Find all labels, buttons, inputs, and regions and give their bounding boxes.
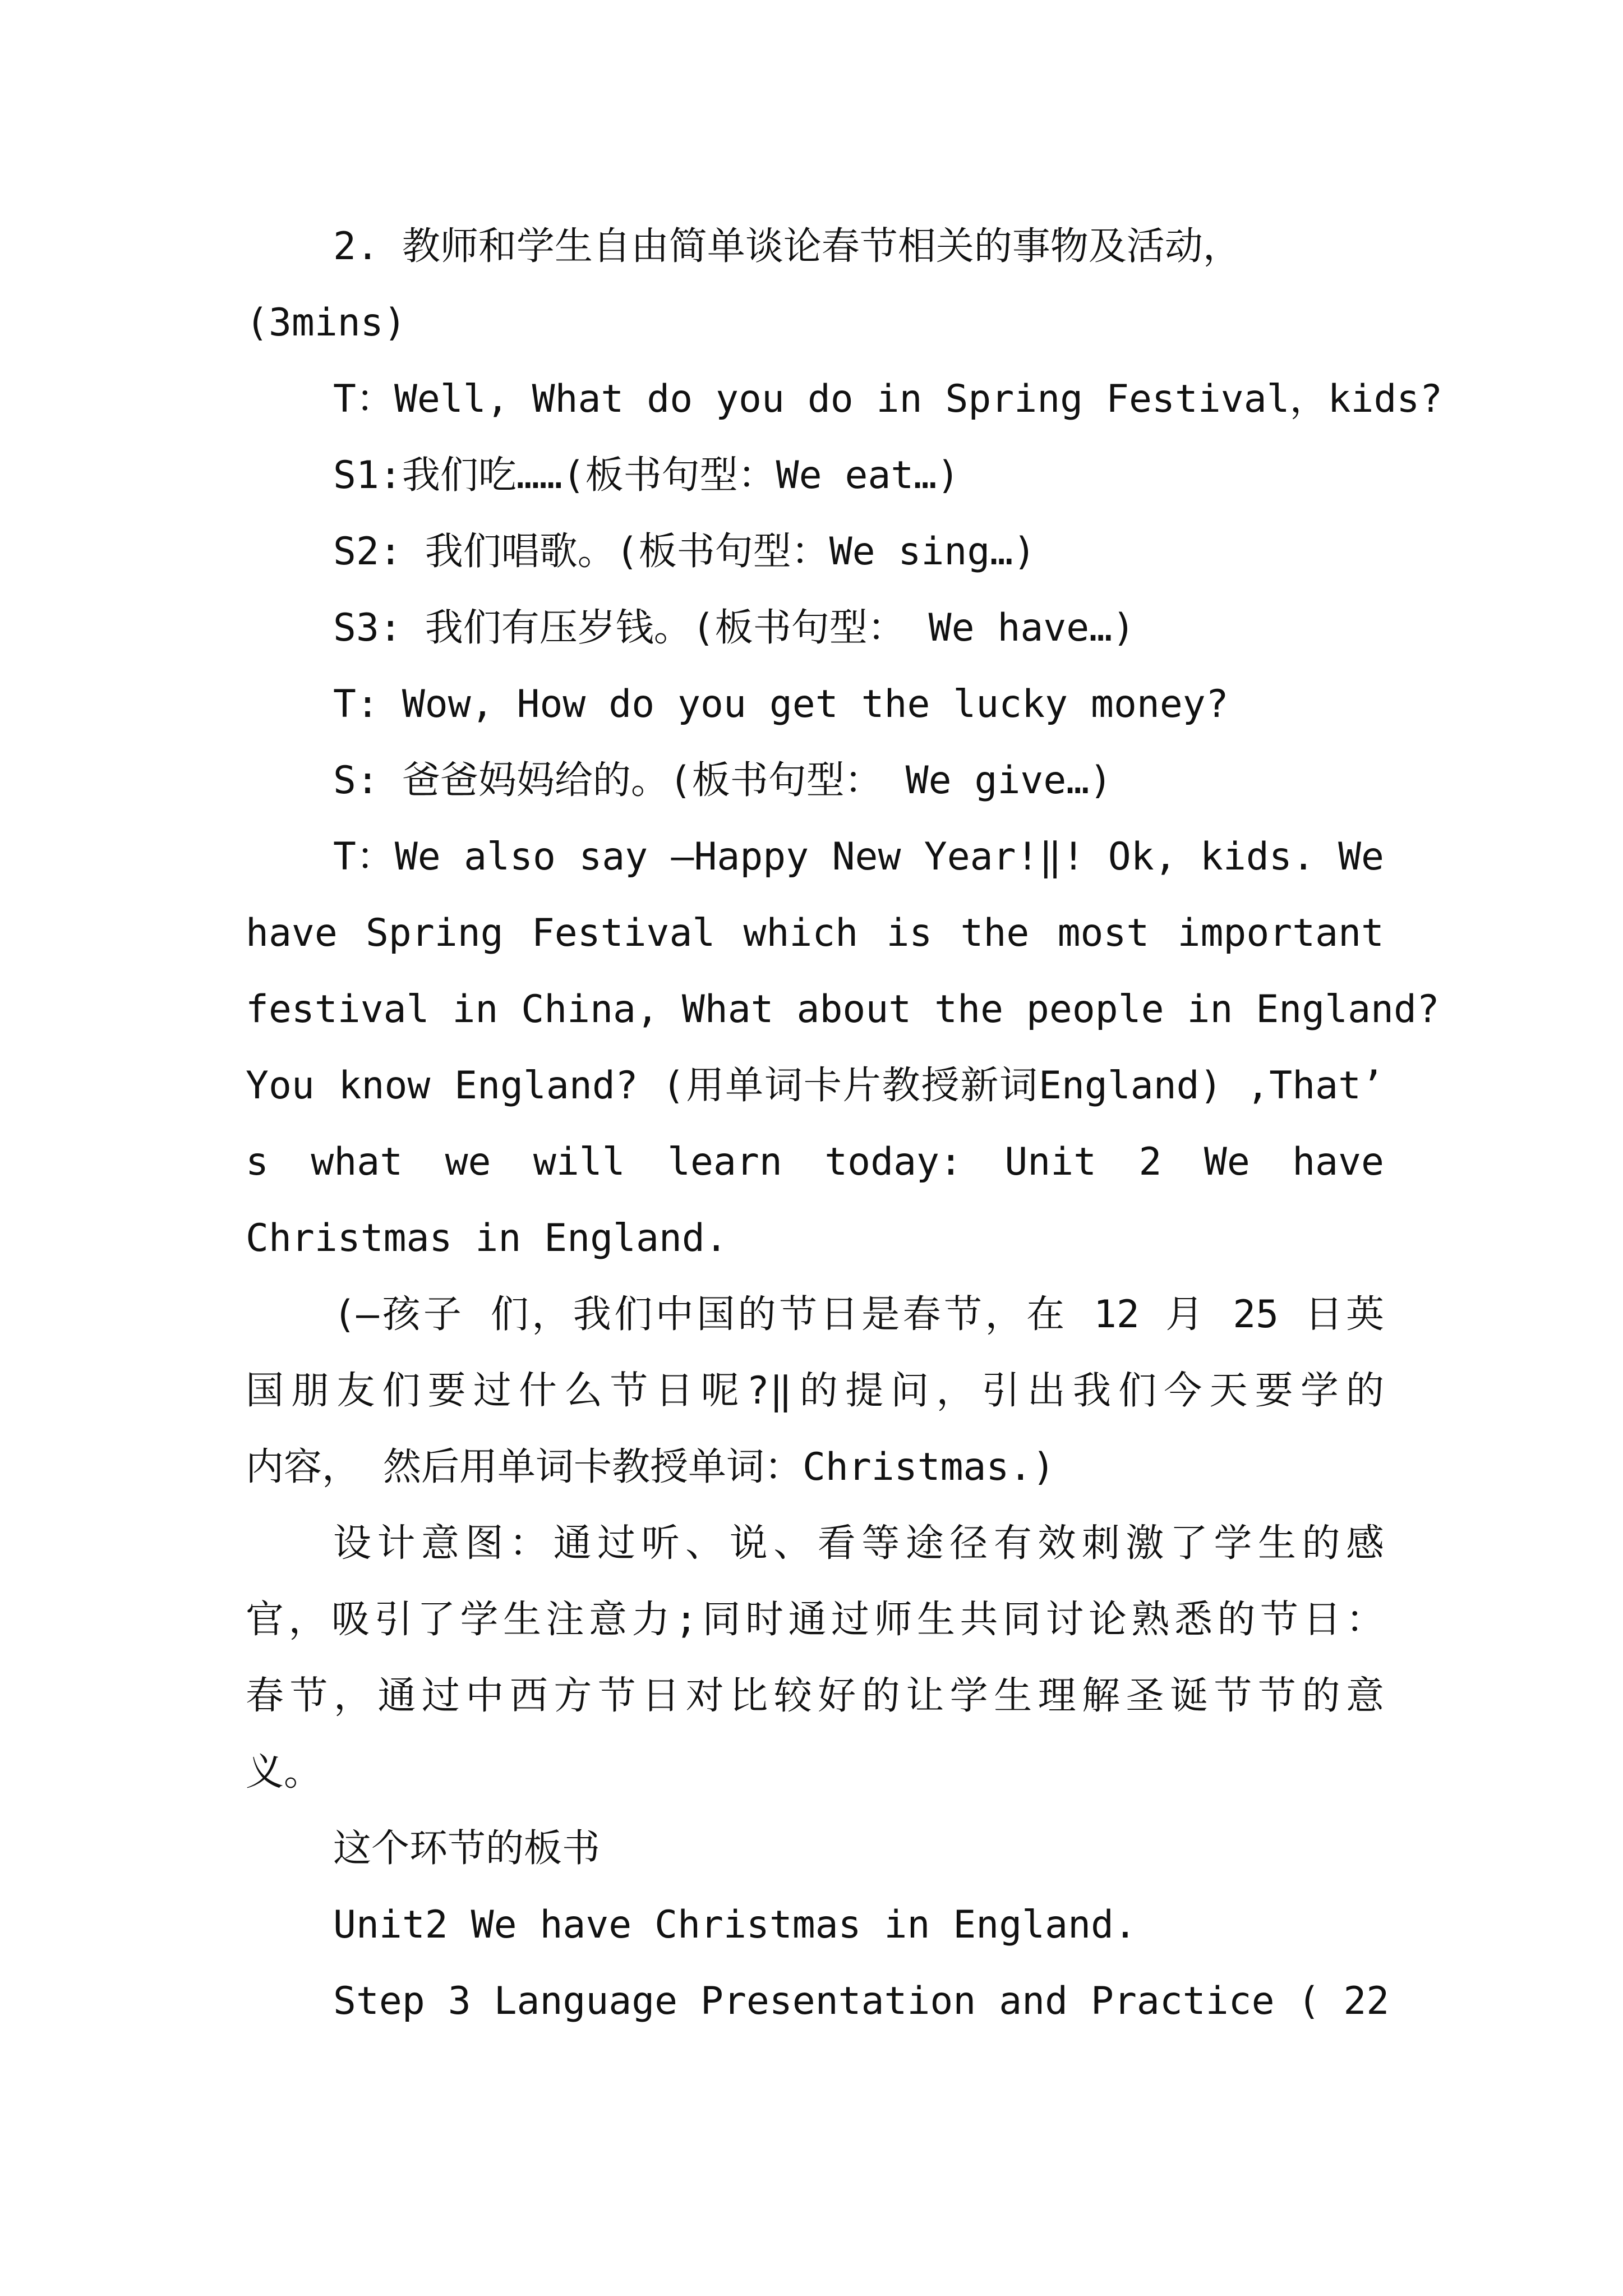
note-paragraph-line-2: 国朋友们要过什么节日呢?‖的提问，引出我们今天要学的 <box>246 1369 1384 1413</box>
teacher-paragraph-line-3: festival in China, What about the people in England? <box>246 987 1440 1032</box>
teacher-paragraph-line-2: have Spring Festival which is the most important <box>246 911 1384 955</box>
step-3-heading: Step 3 Language Presentation and Practice ( 22 <box>333 1979 1390 2023</box>
design-intent-line-4: 义。 <box>246 1750 322 1795</box>
design-intent-line-1: 设计意图：通过听、说、看等途径有效刺激了学生的感 <box>333 1521 1384 1566</box>
dialogue-student-1: S1:我们吃……(板书句型：We eat…) <box>333 453 960 498</box>
dialogue-student-2: S2: 我们唱歌。(板书句型：We sing…) <box>333 530 1036 574</box>
note-paragraph-line-3: 内容， 然后用单词卡教授单词：Christmas.) <box>246 1445 1055 1489</box>
design-intent-line-3: 春节，通过中西方节日对比较好的让学生理解圣诞节节的意 <box>246 1674 1384 1718</box>
activity-duration: (3mins) <box>246 301 407 345</box>
dialogue-student-answer: S: 爸爸妈妈给的。(板书句型： We give…) <box>333 758 1113 803</box>
note-paragraph-line-1: (―孩子 们，我们中国的节日是春节，在 12 月 25 日英 <box>333 1292 1384 1337</box>
blackboard-content: Unit2 We have Christmas in England. <box>333 1903 1137 1947</box>
teacher-paragraph-line-5: s what we will learn today: Unit 2 We have <box>246 1140 1384 1184</box>
teacher-paragraph-line-6: Christmas in England. <box>246 1216 728 1260</box>
dialogue-teacher-lucky-money: T: Wow, How do you get the lucky money? <box>333 682 1229 726</box>
blackboard-heading: 这个环节的板书 <box>333 1826 601 1871</box>
design-intent-line-2: 官，吸引了学生注意力;同时通过师生共同讨论熟悉的节日： <box>246 1598 1384 1642</box>
document-page <box>246 209 1443 2040</box>
dialogue-student-3: S3: 我们有压岁钱。(板书句型： We have…) <box>333 606 1136 650</box>
dialogue-teacher-question: T：Well, What do you do in Spring Festival，kids? <box>333 377 1443 421</box>
teacher-paragraph-line-4: You know England? (用单词卡片教授新词England) ,That’ <box>246 1064 1384 1108</box>
activity-heading: 2. 教师和学生自由简单谈论春节相关的事物及活动， <box>333 224 1241 269</box>
teacher-paragraph-line-1: T：We also say ―Happy New Year!‖! Ok, kids. We <box>333 835 1384 879</box>
